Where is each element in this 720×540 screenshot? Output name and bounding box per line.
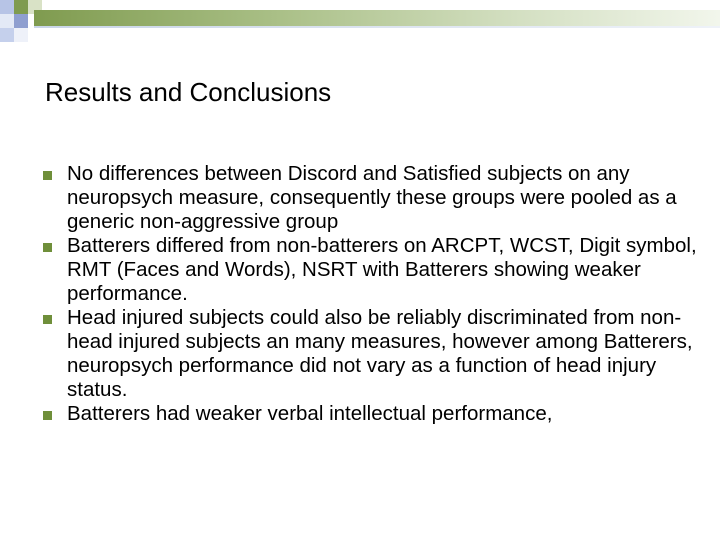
square-bullet-icon <box>43 243 52 252</box>
bullet-item <box>42 402 702 426</box>
bullet-list <box>42 162 702 426</box>
decorative-square <box>14 28 28 42</box>
decorative-square <box>0 0 14 14</box>
header-underline <box>34 26 720 28</box>
slide-title: Results and Conclusions <box>45 77 332 107</box>
bullet-text: Batterers differed from non-batterers on ARCPT, WCST, Digit symbol, RMT (Faces and Words), NSRT with Batterers showing weaker performance. <box>67 234 697 305</box>
bullet-item <box>42 234 702 306</box>
decorative-square <box>14 14 28 28</box>
square-bullet-icon <box>43 171 52 180</box>
square-bullet-icon <box>43 411 52 420</box>
bullet-item <box>42 306 702 402</box>
decorative-square <box>0 28 14 42</box>
header-decoration <box>0 0 720 48</box>
decorative-square <box>0 14 14 28</box>
decorative-square <box>14 0 28 14</box>
header-gradient-bar <box>34 10 720 26</box>
bullet-text: No differences between Discord and Satisfied subjects on any neuropsych measure, consequently these groups were pooled as a generic non-aggressive group <box>67 162 677 233</box>
bullet-text: Batterers had weaker verbal intellectual performance, <box>67 402 553 425</box>
square-bullet-icon <box>43 315 52 324</box>
bullet-text: Head injured subjects could also be reliably discriminated from non-head injured subjects an many measures, however among Batterers, neuropsych performance did not vary as a function of head injury status. <box>67 306 693 401</box>
bullet-item <box>42 162 702 234</box>
